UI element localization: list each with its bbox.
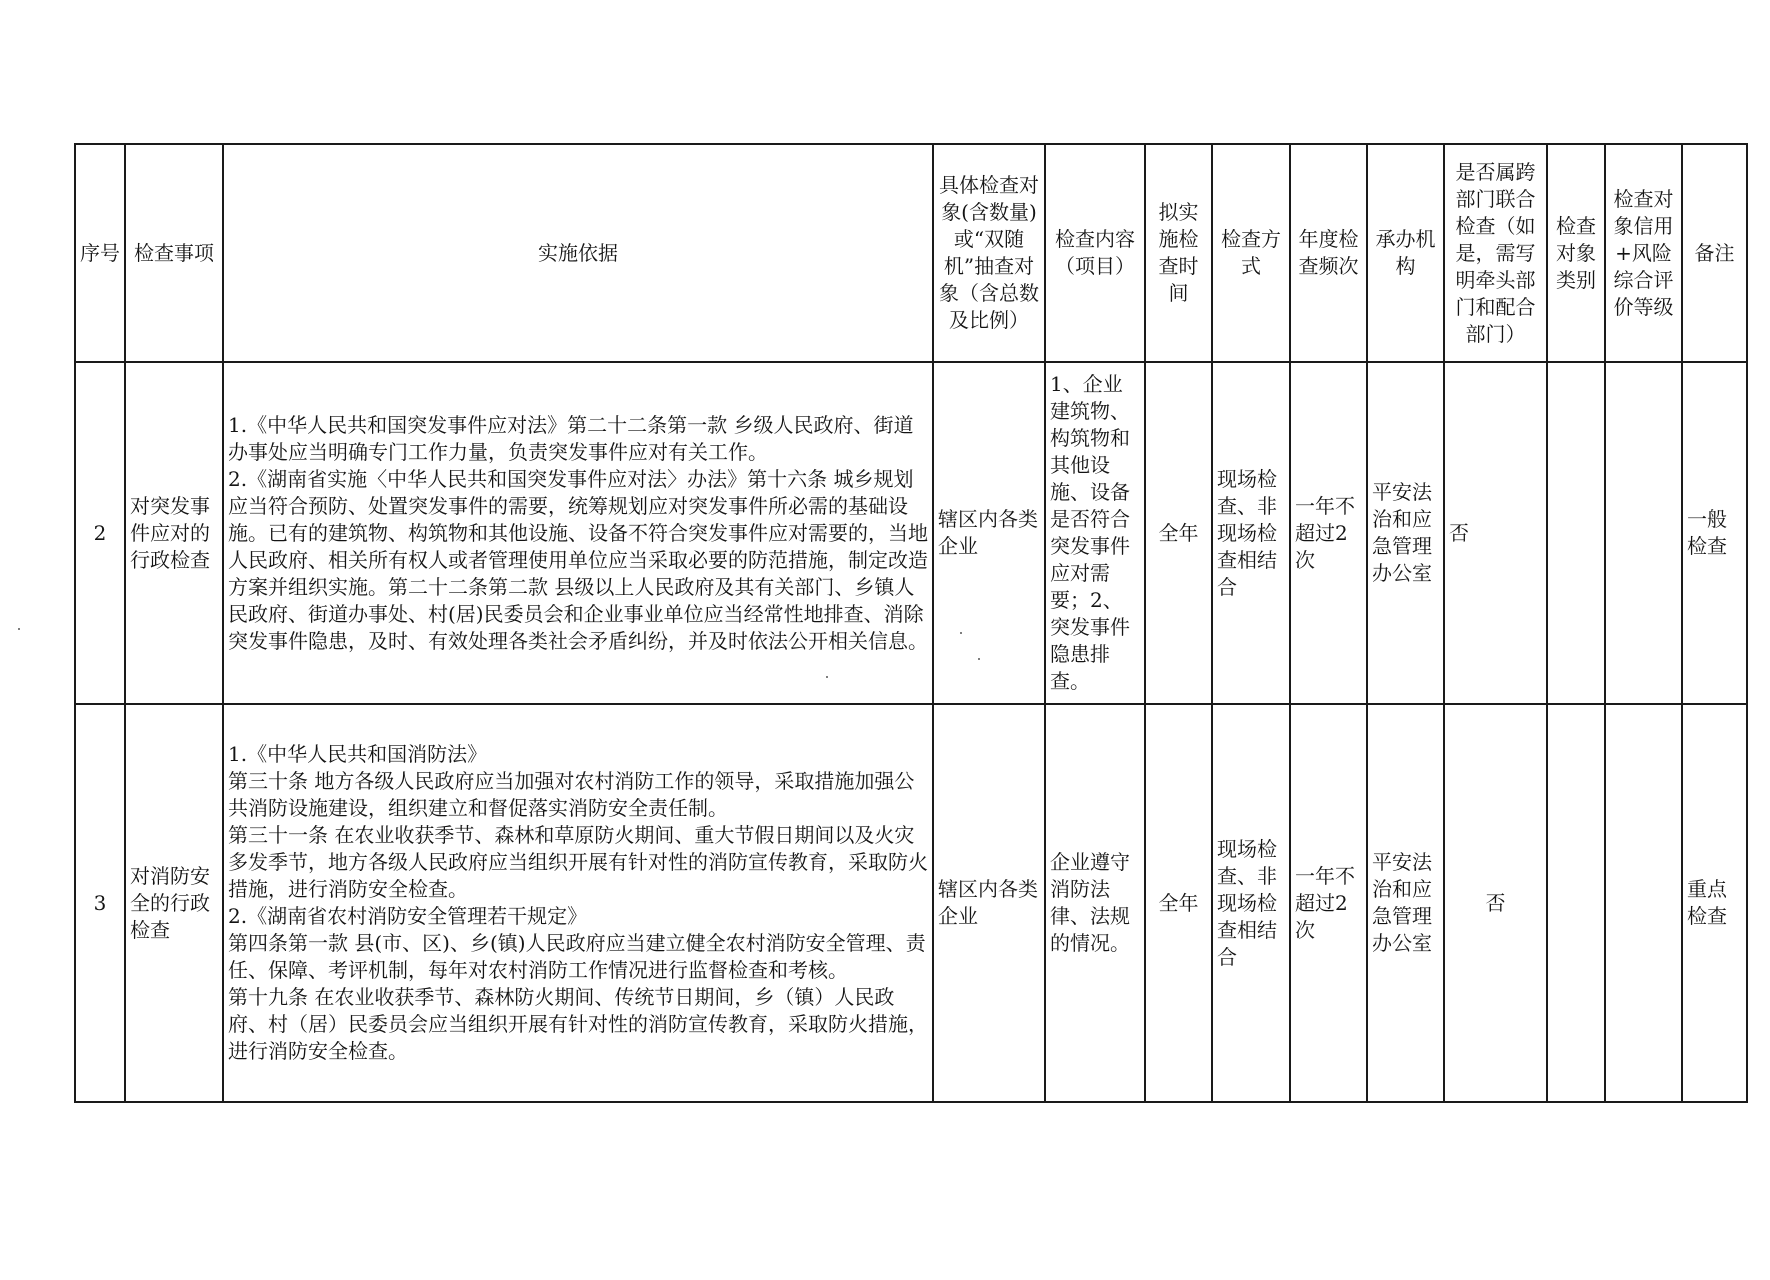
basis-line: 2.《湖南省农村消防安全管理若干规定》: [228, 904, 588, 928]
scan-speck: [978, 658, 980, 660]
header-method: 检查方式: [1212, 144, 1290, 362]
header-agency: 承办机构: [1367, 144, 1444, 362]
cell-method: 现场检查、非现场检查相结合: [1212, 704, 1290, 1102]
cell-seq: 2: [75, 362, 125, 704]
header-remark: 备注: [1682, 144, 1747, 362]
table-row: [75, 704, 1747, 1102]
cell-credit: [1605, 362, 1682, 704]
cell-basis: [223, 362, 933, 704]
cell-target: 辖区内各类企业: [933, 362, 1045, 704]
cell-joint: 否: [1444, 704, 1547, 1102]
cell-content: 1、企业建筑物、构筑物和其他设施、设备是否符合突发事件应对需要；2、突发事件隐患排查。: [1045, 362, 1145, 704]
scan-speck: [18, 628, 20, 630]
header-time: 拟实施检查时间: [1145, 144, 1212, 362]
cell-category: [1547, 704, 1605, 1102]
cell-credit: [1605, 704, 1682, 1102]
basis-line: 第三十条 地方各级人民政府应当加强对农村消防工作的领导，采取措施加强公共消防设施建设，组织建立和督促落实消防安全责任制。: [228, 769, 915, 820]
cell-agency: 平安法治和应急管理办公室: [1367, 704, 1444, 1102]
cell-item: 对消防安全的行政检查: [125, 704, 223, 1102]
cell-target: 辖区内各类企业: [933, 704, 1045, 1102]
cell-content: 企业遵守消防法律、法规的情况。: [1045, 704, 1145, 1102]
basis-line: 1.《中华人民共和国消防法》: [228, 742, 488, 766]
cell-remark: 一般检查: [1682, 362, 1747, 704]
header-credit: 检查对象信用+风险综合评价等级: [1605, 144, 1682, 362]
header-target: 具体检查对象(含数量)或“双随机”抽查对象（含总数及比例）: [933, 144, 1045, 362]
table-row: [75, 362, 1747, 704]
header-basis: 实施依据: [223, 144, 933, 362]
cell-time: 全年: [1145, 704, 1212, 1102]
cell-category: [1547, 362, 1605, 704]
basis-line: 1.《中华人民共和国突发事件应对法》第二十二条第一款 乡级人民政府、街道办事处应当明确专门工作力量，负责突发事件应对有关工作。: [228, 412, 914, 464]
header-seq: 序号: [75, 144, 125, 362]
cell-agency: 平安法治和应急管理办公室: [1367, 362, 1444, 704]
basis-line: 2.《湖南省实施〈中华人民共和国突发事件应对法〉办法》第十六条 城乡规划应当符合预防、处置突发事件的需要，统筹规划应对突发事件所必需的基础设施。已有的建筑物、构筑物和其他设施、设备不符合突发事件应对需要的，当地人民政府、相关所有权人或者管理使用单位应当采取必要的防范措施，制定改造方案并组织实施。第二十二条第二款 县级以上人民政府及其有关部门、乡镇人民政府、街道办事处、村(居)民委员会和企业事业单位应当经常性地排查、消除突发事件隐患，及时、有效处理各类社会矛盾纠纷，并及时依法公开相关信息。: [228, 466, 928, 653]
header-category: 检查对象类别: [1547, 144, 1605, 362]
scan-speck: [826, 676, 828, 678]
header-joint: 是否属跨部门联合检查（如是，需写明牵头部门和配合部门）: [1444, 144, 1547, 362]
header-content: 检查内容（项目）: [1045, 144, 1145, 362]
cell-remark: 重点检查: [1682, 704, 1747, 1102]
cell-basis: [223, 704, 933, 1102]
cell-method: 现场检查、非现场检查相结合: [1212, 362, 1290, 704]
cell-time: 全年: [1145, 362, 1212, 704]
cell-joint: 否: [1444, 362, 1547, 704]
cell-frequency: 一年不超过2次: [1290, 362, 1367, 704]
table-header-row: [75, 144, 1747, 362]
cell-frequency: 一年不超过2次: [1290, 704, 1367, 1102]
basis-line: 第四条第一款 县(市、区)、乡(镇)人民政府应当建立健全农村消防安全管理、责任、保障、考评机制，每年对农村消防工作情况进行监督检查和考核。: [228, 931, 926, 982]
cell-item: 对突发事件应对的行政检查: [125, 362, 223, 704]
header-frequency: 年度检查频次: [1290, 144, 1367, 362]
inspection-table: [74, 143, 1748, 1103]
basis-line: 第三十一条 在农业收获季节、森林和草原防火期间、重大节假日期间以及火灾多发季节，地方各级人民政府应当组织开展有针对性的消防宣传教育，采取防火措施，进行消防安全检查。: [228, 823, 928, 901]
basis-line: 第十九条 在农业收获季节、森林防火期间、传统节日期间，乡（镇）人民政府、村（居）民委员会应当组织开展有针对性的消防宣传教育，采取防火措施，进行消防安全检查。: [228, 985, 928, 1063]
cell-seq: 3: [75, 704, 125, 1102]
scan-speck: [960, 632, 962, 634]
header-item: 检查事项: [125, 144, 223, 362]
